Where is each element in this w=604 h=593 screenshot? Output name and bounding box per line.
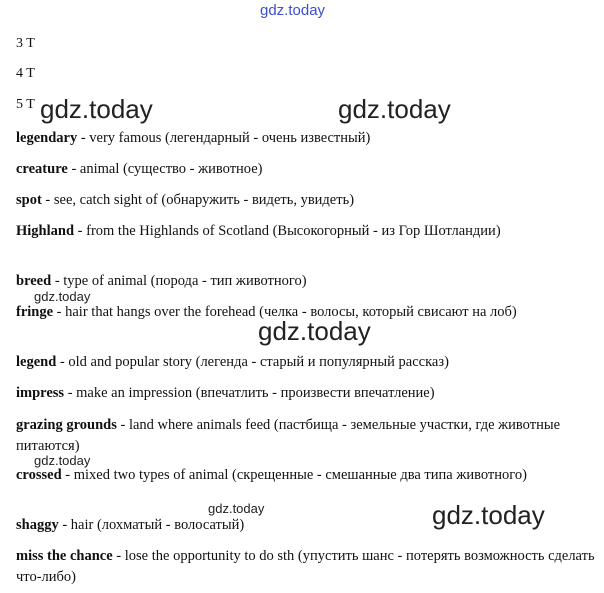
vocab-definition: - lose the opportunity to do sth (упустить шанс - потерять возможность сделать что-либо): [16, 548, 595, 585]
vocab-entry-crossed: [16, 465, 596, 486]
vocab-definition: - from the Highlands of Scotland (Высокогорный - из Гор Шотландии): [74, 223, 501, 239]
watermark-6: gdz.today: [208, 501, 265, 516]
vocab-entry-impress: [16, 383, 596, 404]
vocab-definition: - type of animal (порода - тип животного): [51, 273, 307, 289]
vocab-term: creature: [16, 161, 68, 177]
watermark-1: gdz.today: [40, 94, 153, 124]
vocab-definition: - land where animals feed (пастбища - земельные участки, где животные питаются): [16, 417, 561, 454]
vocab-definition: - hair (лохматый - волосатый): [58, 517, 245, 533]
vocab-term: legendary: [16, 130, 78, 146]
answer-3: 3 T: [16, 36, 35, 51]
answer-4: 4 T: [16, 66, 35, 81]
vocab-entry-legend: [16, 352, 596, 373]
vocab-definition: - animal (существо - животное): [67, 161, 263, 177]
watermark-top: gdz.today: [260, 2, 326, 19]
vocab-definition: - old and popular story (легенда - старый и популярный рассказ): [56, 354, 449, 370]
watermark-4: gdz.today: [258, 316, 371, 346]
vocab-entry-miss-the-chance: [16, 546, 596, 588]
vocab-term: grazing grounds: [16, 417, 117, 433]
vocab-definition: - mixed two types of animal (скрещенные - смешанные два типа животного): [61, 467, 527, 483]
vocab-entry-breed: [16, 271, 596, 292]
vocab-term: fringe: [16, 304, 54, 320]
vocab-term: crossed: [16, 467, 62, 483]
watermark-3: gdz.today: [34, 289, 91, 304]
vocab-definition: - very famous (легендарный - очень известный): [77, 130, 371, 146]
watermark-2: gdz.today: [338, 94, 451, 124]
vocab-entry-spot: [16, 190, 596, 211]
vocab-entry-legendary: [16, 128, 596, 149]
vocab-term: breed: [16, 273, 52, 289]
watermark-5: gdz.today: [34, 453, 91, 468]
vocab-definition: - see, catch sight of (обнаружить - видеть, увидеть): [41, 192, 355, 208]
vocab-term: miss the chance: [16, 548, 113, 564]
vocab-term: Highland: [16, 223, 75, 239]
answer-5: 5 T: [16, 97, 35, 112]
vocab-term: shaggy: [16, 517, 59, 533]
vocab-term: spot: [16, 192, 42, 208]
vocab-term: impress: [16, 385, 65, 401]
watermark-7: gdz.today: [432, 500, 545, 530]
vocab-entry-highland: [16, 221, 596, 242]
vocab-term: legend: [16, 354, 57, 370]
vocab-definition: - hair that hangs over the forehead (челка - волосы, который свисают на лоб): [53, 304, 517, 320]
vocab-definition: - make an impression (впечатлить - произвести впечатление): [64, 385, 435, 401]
vocab-entry-creature: [16, 159, 596, 180]
vocab-entry-shaggy: [16, 515, 596, 536]
vocab-entry-grazing-grounds: [16, 415, 596, 457]
